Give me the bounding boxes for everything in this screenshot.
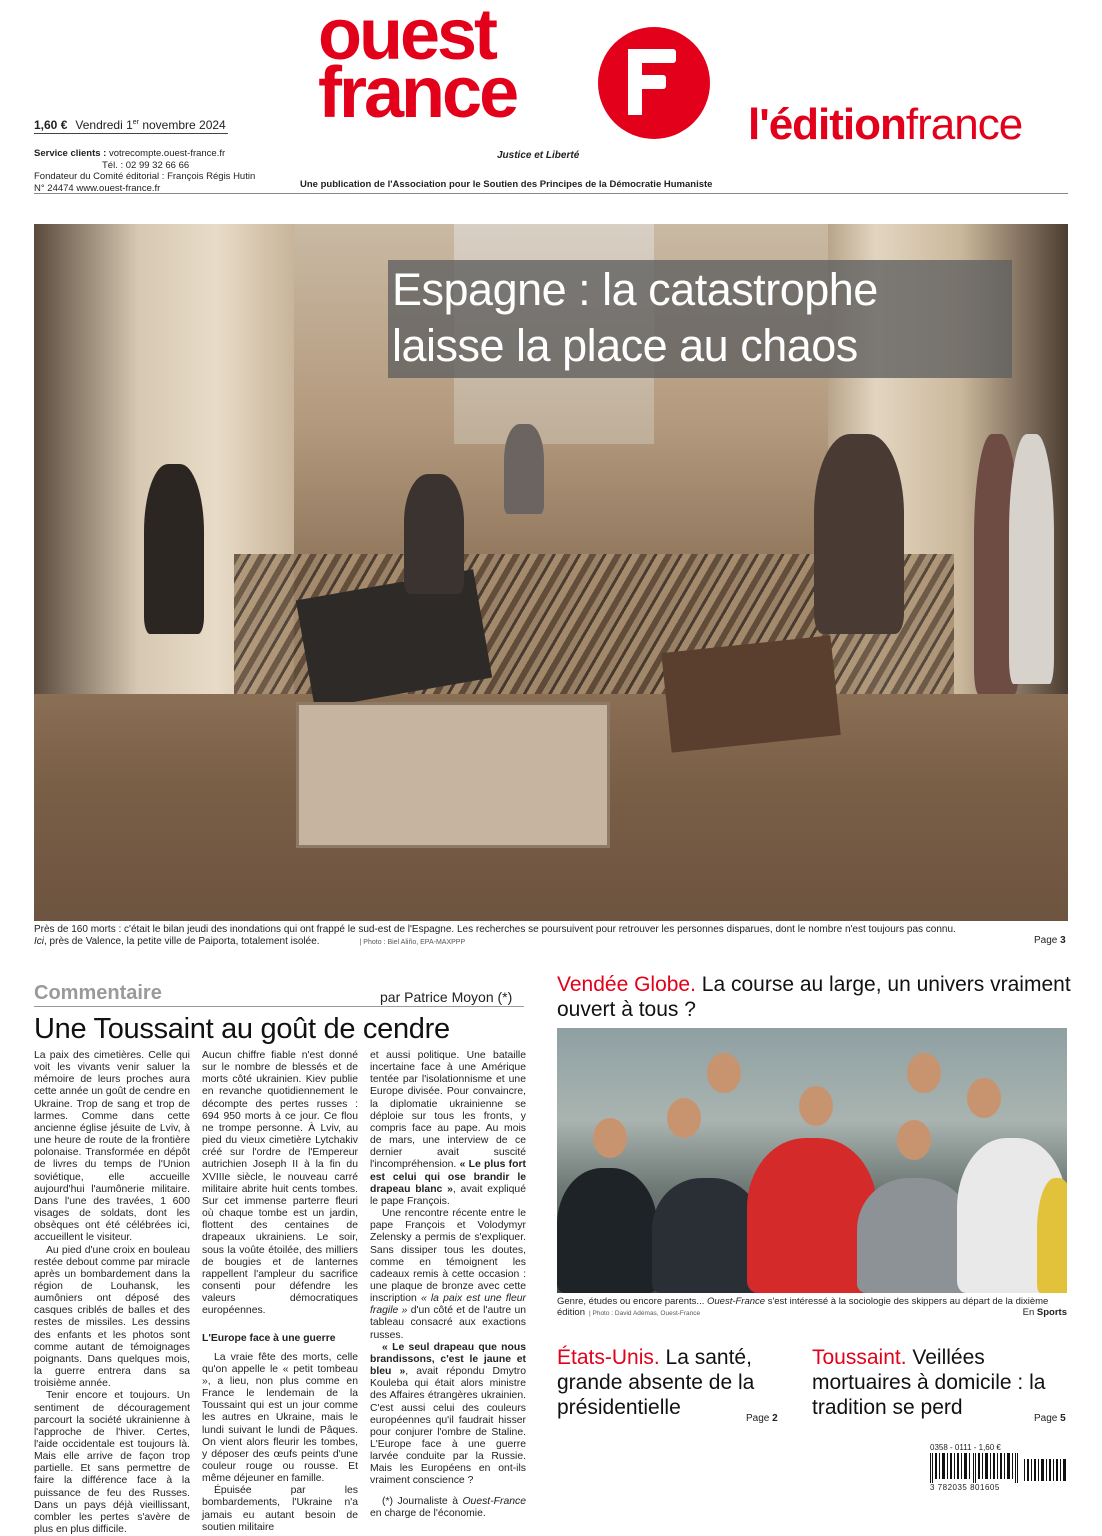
teaser-toussaint[interactable]: Toussaint. Veillées mortuaires à domicile : la tradition se perd (812, 1346, 1046, 1419)
logo-line-france: france (318, 53, 517, 133)
publication-note: Une publication de l'Association pour le Soutien des Principes de la Démocratie Humaniste (300, 179, 713, 190)
section-label: Commentaire (34, 982, 162, 1004)
logo-wordmark (318, 0, 608, 133)
logo-emblem-icon (598, 27, 710, 139)
divider (34, 193, 1068, 194)
hero-caption: Près de 160 morts : c'était le bilan jeudi des inondations qui ont frappé le sud-est de l'Espagne. Les recherches se poursuivent pour retrouver les personnes disparues, dont le nombre n'est toujours pas connu. Ici, près de Valence, la petite ville de Paiporta, totalement isolée. | Photo : Biel Aliño, EPA-MAXPPP (34, 924, 956, 947)
vendee-photo[interactable] (557, 1028, 1067, 1293)
edition-bold: l'édition (748, 100, 906, 149)
main-headline[interactable]: Espagne : la catastrophe laisse la place au chaos (392, 264, 878, 371)
price: 1,60 € (34, 118, 68, 132)
logo-line-ouest: ouest (318, 0, 496, 75)
article-column-1: La paix des cimetières. Celle qui voit les vivants venir saluer la mémoire de leurs proches aura cette année un goût de cendre en Ukraine. Trop de sang et trop de larmes. Comme dans cette ancienne église jésuite de Lviv, à une heure de route de la frontière polonaise. Transformée en dépôt de livres du temps de l'Union soviétique, elle accueille aujourd'hui l'aumônerie militaire. Dans l'une des travées, 1 600 visages de soldats, dont les obsèques ont été célébrées ici, accueillent le visiteur. Au pied d'une croix en bouleau restée debout comme par miracle après un bombardement dans la région de Louhansk, les aumôniers ont déposé des casques criblés de balles et des restes de missiles. Les dessins des enfants et les photos sont comme autant de témoignages poignants. Dans quelques mois, la guerre entrera dans sa troisième année. Tenir encore et toujours. Un sentiment de découragement parcourt la société ukrainienne à l'approche de l'hiver. Certes, l'aide occidentale est toujours là. Mais elle arrive de façon trop partielle. Et sans permettre de faire la différence face à la puissance de feu des Russes. Dans un pays déjà vieillissant, combler les pertes s'avère de plus en plus difficile. (34, 1050, 190, 1536)
edition-title (748, 100, 1022, 150)
photo-credit: | Photo : David Adémas, Ouest-France (589, 1310, 701, 1317)
photo-credit: | Photo : Biel Aliño, EPA-MAXPPP (359, 939, 466, 946)
subheading: L'Europe face à une guerre (202, 1333, 336, 1345)
article-column-3: et aussi politique. Une bataille incertaine face à une Amérique tentée par l'isolationnisme et une Europe divisée. Pour convaincre, la diplomatie ukrainienne se déploie sur tous les fronts, y compris face au pape. Au mois de mars, une interview de ce dernier avait suscité l'incompréhension. « Le plus fort est celui qui ose brandir le drapeau blanc », avait expliqué le pape François. Une rencontre récente entre le pape François et Volodymyr Zelensky a permis de s'expliquer. Sans dissiper tous les doutes, comme en témoignent les cadeaux remis à cette occasion : une plaque de bronze avec cette inscription « la paix est une fleur fragile » d'un côté et de l'autre un tableau consacré aux exactions russes. « Le seul drapeau que nous brandissons, c'est le jaune et bleu », avait répondu Dmytro Kouleba qui était alors ministre des Affaires étrangères ukrainien. C'est aussi celui des couleurs européennes qu'il faudrait hisser pour conjurer l'ombre de Staline. L'Europe face à une guerre larvée conduite par la Russie. Mais les Européens en ont-ils vraiment conscience ? (*) Journaliste à Ouest-France en charge de l'économie. (370, 1050, 527, 1519)
slogan: Justice et Liberté (497, 150, 580, 161)
barcode-icon (930, 1453, 1018, 1483)
service-link[interactable]: votrecompte.ouest-france.fr (109, 148, 226, 159)
vendee-headline[interactable]: Vendée Globe. La course au large, un univers vraiment ouvert à tous ? (557, 973, 1071, 1021)
barcode-number: 3 782035 801605 (930, 1483, 1000, 1492)
divider (34, 133, 228, 134)
price-date (34, 118, 226, 132)
author: par Patrice Moyon (*) (380, 989, 513, 1005)
section-ref[interactable]: En Sports (1022, 1307, 1067, 1318)
vendee-caption: Genre, études ou encore parents... Ouest-France s'est intéressé à la sociologie des skippers au départ de la dixième édition | Photo : David Adémas, Ouest-France En Sports (557, 1296, 1067, 1318)
page-ref[interactable]: Page 2 (746, 1413, 778, 1424)
teaser-etats-unis[interactable]: États-Unis. La santé, grande absente de la présidentielle (557, 1346, 755, 1419)
addon-barcode-icon (1024, 1455, 1068, 1481)
service-info: Service clients : votrecompte.ouest-france.fr Tél. : 02 99 32 66 66 Fondateur du Comité éditorial : François Régis Hutin N° 24474 www.ouest-france.fr (34, 148, 256, 194)
article-column-2: Aucun chiffre fiable n'est donné sur le nombre de blessés et de morts côté ukrainien. Kiev publie en revanche quotidiennement le décompte des pertes russes : 694 950 morts à ce jour. Ce flou ne trompe personne. À Lviv, au pied du vieux cimetière Lytchakiv créé sur l'ordre de l'Empereur autrichien Joseph II à la fin du XVIIIe siècle, le nouveau carré militaire abrite huit cents tombes. Sur cet immense parterre fleuri où chaque tombe est un jardin, flottent des centaines de drapeaux ukrainiens. Le soir, sous la voûte étoilée, des milliers de bougies et de lanternes rappellent l'ampleur du sacrifice consenti pour défendre les valeurs démocratiques européennes. L'Europe face à une guerre La vraie fête des morts, celle qu'on appelle le « petit tombeau », a lieu, non plus comme en France le lendemain de la Toussaint qui est un jour comme les autres en Ukraine, mais le lundi suivant le lundi de Pâques. On vient alors fleurir les tombes, y déposer des œufs peints d'une couleur rouge ou rousse. Et même déjeuner en famille. Épuisée par les bombardements, l'Ukraine n'a jamais eu autant besoin de soutien militaire (202, 1050, 358, 1533)
date: Vendredi 1er novembre 2024 (75, 118, 226, 132)
edition-light: france (905, 100, 1023, 149)
barcode-label: 0358 - 0111 - 1,60 € (930, 1443, 1001, 1452)
divider (34, 1006, 524, 1007)
page-ref[interactable]: Page 3 (1034, 935, 1066, 946)
page-ref[interactable]: Page 5 (1034, 1413, 1066, 1424)
article-title[interactable]: Une Toussaint au goût de cendre (34, 1013, 450, 1045)
